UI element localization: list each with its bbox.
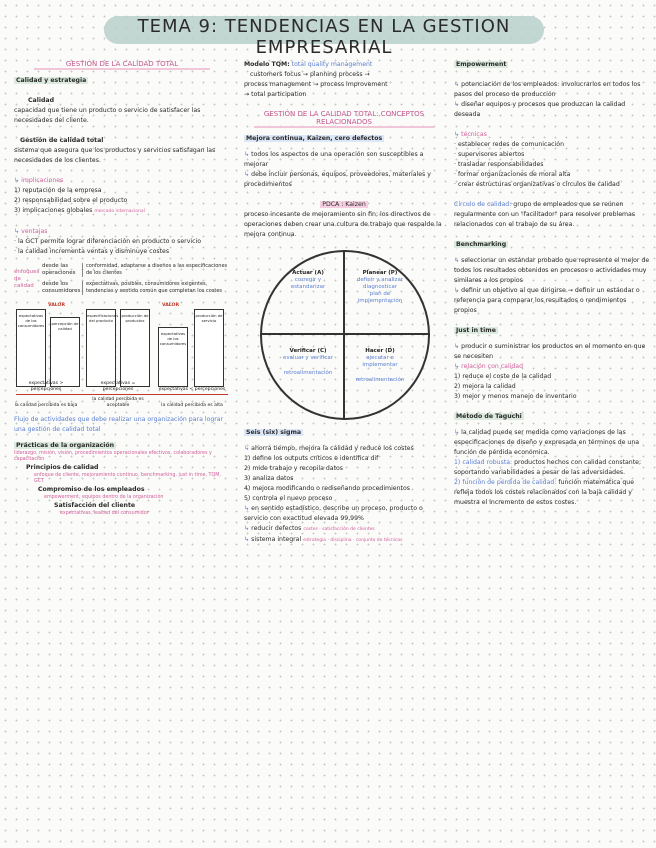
empowerment-item-2: ↳ diseñar equipos y procesos que produzcan la calidad deseada bbox=[454, 101, 626, 118]
diagram-box-1: expectativas de los consumidores bbox=[16, 309, 46, 387]
benchmarking-item-1: ↳ seleccionar un estándar probado que represente el mejor de todos los resultados obtenidos en procesos o actividades muy similares a los propios bbox=[454, 257, 650, 284]
desde-consumidores-text: expectativas, posibles, consumidores exigentes, tendencias y sentido común que completan los costes bbox=[82, 281, 230, 295]
diagram-box-2: percepción de calidad bbox=[50, 317, 80, 387]
jit-relacion: ↳ relación con calidad bbox=[454, 363, 524, 370]
ventaja-item-1: · la GCT permite lograr diferenciación en producto o servicio bbox=[14, 238, 202, 245]
impl-item-2: 2) responsabilidad sobre el producto bbox=[14, 197, 128, 204]
benchmarking-item-2: ↳ definir un objetivo al que dirigirse → definir un estándar o referencia para comparar los resultados o rendimientos propios bbox=[454, 287, 640, 314]
mejora-item-2: ↳ debe incluir personas, equipos, proveedores, materiales y procedimientos bbox=[244, 171, 431, 188]
taguchi-item-3: 2) función de pérdida de calidad: función matemática que refleja todos los costes relacionados con la baja calidad y muestra el incremento de estos costes. bbox=[454, 479, 635, 506]
six-sigma-heading: Seis (six) sigma bbox=[246, 429, 302, 436]
enfoques-label: enfoques de calidad bbox=[14, 268, 40, 289]
diagram-box-4: producción de productos bbox=[120, 309, 150, 387]
pdca-text: proceso incesante de mejoramiento sin fin; los directivos de operaciones deben crear una cultura de trabajo que respalde la mejora continua. bbox=[244, 211, 442, 238]
jit-heading: Just in time bbox=[456, 327, 496, 334]
tecnicas-heading: ↳ técnicas bbox=[454, 131, 487, 138]
compromiso-heading: Compromiso de los empleados bbox=[38, 486, 145, 493]
def-gestion-calidad: sistema que asegura que los productos y servicios satisfagan las necesidades de los clientes. bbox=[14, 147, 216, 164]
section-heading-conceptos: GESTIÓN DE LA CALIDAD TOTAL: CONCEPTOS RELACIONADOS bbox=[254, 110, 434, 128]
subheading-calidad-estrategia: Calidad y estrategia bbox=[16, 77, 87, 84]
pdca-cycle-diagram bbox=[254, 244, 434, 424]
modelo-line-2: process management → process improvement bbox=[244, 81, 388, 88]
column-left bbox=[14, 60, 230, 517]
tecnica-item-3: · trasladar responsabilidades bbox=[454, 161, 544, 168]
satisfaccion-heading: Satisfacción del cliente bbox=[54, 502, 136, 509]
flujo-text: Flujo de actividades que debe realizar una organización para lograr una gestión de calidad total bbox=[14, 416, 224, 433]
six-sigma-item-1: ↳ ahorra tiempo, mejora la calidad y reduce los costes bbox=[244, 445, 414, 452]
bottom-label-1: expectativas > percepciones bbox=[28, 381, 64, 392]
tecnica-item-5: · crear estructuras organizativas o círculos de calidad bbox=[454, 181, 620, 188]
desde-operaciones-text: conformidad, adaptarse a diseños a las especificaciones de los clientes bbox=[82, 263, 230, 277]
impl-item-3: 3) implicaciones globales mercado internacional bbox=[14, 207, 145, 214]
red-label-1: la calidad percibida es baja bbox=[14, 403, 78, 408]
pdca-planear: Planear (P) definir y analizar diagnosticar plan de implementación bbox=[356, 270, 404, 304]
implicaciones-heading: ↳ implicaciones bbox=[14, 177, 64, 184]
desde-consumidores: desde los consumidores bbox=[42, 281, 81, 294]
arrow-icon: ↳ bbox=[14, 228, 20, 235]
pdca-divider-vertical bbox=[343, 250, 345, 420]
bottom-label-3: expectativas < percepciones bbox=[158, 387, 226, 392]
pdca-verificar: Verificar (C) evaluar y verificar retroalimentación bbox=[283, 348, 333, 376]
enfoques-block bbox=[14, 263, 230, 295]
six-step-1: 1) define los outputs críticos e identifica dif bbox=[244, 455, 379, 462]
satisfaccion-note: expectativas, lealtad del consumidor bbox=[60, 511, 149, 516]
six-step-5: 5) controla el nuevo proceso bbox=[244, 495, 333, 502]
empowerment-heading: Empowerment bbox=[456, 61, 507, 68]
impl-item-1: 1) reputación de la empresa bbox=[14, 187, 102, 194]
desde-operaciones: desde las operaciones bbox=[42, 263, 76, 276]
compromiso-note: empowerment, equipos dentro de la organización bbox=[44, 495, 164, 500]
jit-rel-item-1: 1) reduce el coste de la calidad bbox=[454, 373, 552, 380]
six-step-2: 2) mide trabajo y recopila datos bbox=[244, 465, 344, 472]
taguchi-heading: Método de Taguchi bbox=[456, 413, 522, 420]
modelo-line-3: → total participation bbox=[244, 91, 307, 98]
taguchi-item-1: ↳ la calidad puede ser medida como variaciones de las especificaciones de diseño y expresada en términos de una función de pérdida económica. bbox=[454, 429, 640, 456]
red-label-3: la calidad percibida es alta bbox=[161, 403, 223, 408]
six-sigma-item-2: ↳ en sentido estadístico, describe un proceso, producto o servicio con exactitud elevada 99,99% bbox=[244, 505, 423, 522]
arrow-icon: ↳ bbox=[14, 177, 20, 184]
mejora-item-1: ↳ todos los aspectos de una operación son susceptibles a mejorar bbox=[244, 151, 424, 168]
term-gestion-calidad: Gestión de calidad total bbox=[20, 137, 104, 144]
bottom-label-2: expectativas = percepciones bbox=[100, 381, 136, 392]
benchmarking-heading: Benchmarking bbox=[456, 241, 507, 248]
tecnica-item-4: · formar organizaciones de moral alta bbox=[454, 171, 571, 178]
tecnica-item-2: · supervisores abiertos bbox=[454, 151, 525, 158]
ventaja-item-2: · la calidad incrementa ventas y disminuye costes bbox=[14, 248, 170, 255]
pdca-hacer: Hacer (D) ejecutar e implementar retroalimentación bbox=[355, 348, 405, 383]
valor-tag-2: VALOR bbox=[162, 303, 180, 308]
diagram-box-6: producción de servicio bbox=[194, 309, 224, 387]
title-banner bbox=[104, 12, 544, 58]
principios-note: enfoque de cliente, mejoramiento continuo, benchmarking, just in time, TQM, GCT bbox=[34, 473, 221, 484]
six-step-4: 4) mejora modificando o rediseñando procedimientos bbox=[244, 485, 410, 492]
page-title: TEMA 9: TENDENCIAS EN LA GESTION EMPRESARIAL bbox=[137, 16, 511, 58]
red-arrow-line bbox=[16, 394, 228, 396]
pdca-actuar: Actuar (A) corregir y estandarizar bbox=[290, 270, 326, 290]
modelo-tqm: Modelo TQM: total quality management bbox=[244, 61, 373, 68]
empowerment-item-1: ↳ potenciación de los empleados: involucrarlos en todos los pasos del proceso de producción bbox=[454, 81, 641, 98]
column-middle bbox=[244, 60, 444, 546]
practicas-note: liderazgo, misión, visión, procedimientos operacionales efectivos, colaboradores y capacitación bbox=[14, 451, 212, 462]
circulo-calidad: Círculo de calidad: grupo de empleados que se reúnen regularmente con un "facilitador" para resolver problemas relacionados con el trabajo de su área. bbox=[454, 201, 636, 228]
valor-tag-1: VALOR bbox=[48, 303, 66, 308]
ventajas-heading: ↳ ventajas bbox=[14, 228, 48, 235]
section-heading-gct: GESTIÓN DE LA CALIDAD TOTAL bbox=[34, 60, 210, 70]
pdca-divider-horizontal bbox=[260, 333, 430, 335]
principios-heading: Principios de calidad bbox=[26, 464, 99, 471]
six-step-3: 3) analiza datos bbox=[244, 475, 294, 482]
diagram-box-3: especificaciones del producto bbox=[86, 309, 116, 387]
pdca-heading: PDCA : Kaizen bbox=[322, 201, 366, 208]
term-calidad: Calidad bbox=[28, 97, 54, 104]
column-right bbox=[454, 60, 650, 508]
expectations-diagram bbox=[14, 299, 230, 409]
red-label-2: la calidad percibida es aceptable bbox=[92, 397, 144, 408]
tecnica-item-1: · establecer redes de comunicación bbox=[454, 141, 564, 148]
practicas-heading: Prácticas de la organización bbox=[16, 442, 115, 449]
sistema-integral: ↳ sistema integral estrategia · disciplina · conjunto de técnicas bbox=[244, 536, 403, 543]
jit-item-1: ↳ producir o suministrar los productos en el momento en que se necesiten bbox=[454, 343, 646, 360]
diagram-box-5: expectativas de los consumidores bbox=[158, 327, 188, 387]
reducir-defectos: ↳ reducir defectos costes · satisfacción de clientes bbox=[244, 525, 375, 532]
taguchi-item-2: 1) calidad robusta: productos hechos con calidad constante; soportando variabilidades a pesar de las adversidades. bbox=[454, 459, 642, 476]
mejora-heading: Mejora continua, Kaizen, cero defectos bbox=[246, 135, 383, 142]
jit-rel-item-2: 2) mejora la calidad bbox=[454, 383, 516, 390]
def-calidad: capacidad que tiene un producto o servicio de satisfacer las necesidades del cliente. bbox=[14, 107, 201, 124]
jit-rel-item-3: 3) mejor y menos manejo de inventario bbox=[454, 393, 577, 400]
modelo-line-1: customers focus → planning process → bbox=[250, 71, 370, 78]
